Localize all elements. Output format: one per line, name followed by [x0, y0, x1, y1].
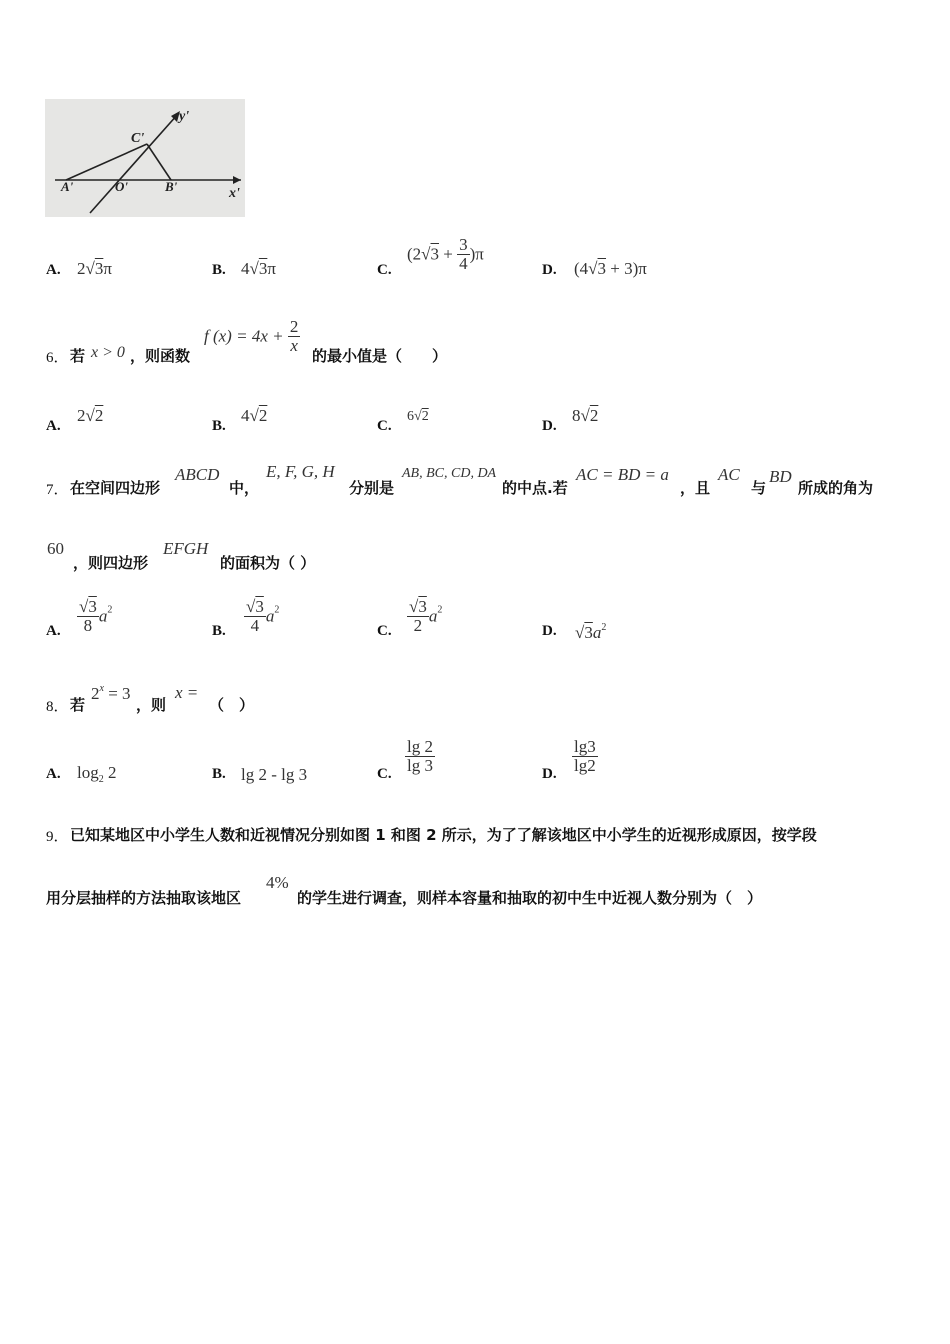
- q6-text-2: ，则函数: [130, 347, 191, 365]
- q7-quad-abcd: ABCD: [175, 465, 220, 484]
- q7-option-d[interactable]: $√3a^2$: [575, 622, 607, 642]
- q7-quad-efgh: EFGH: [163, 539, 209, 558]
- q8-option-d-label[interactable]: D.: [542, 766, 557, 782]
- q7-number: 7．: [46, 482, 69, 498]
- q6-option-a[interactable]: 2√2: [77, 406, 104, 425]
- q8-number: 8．: [46, 699, 69, 715]
- q7-points-efgh: E, F, G, H: [266, 462, 335, 481]
- q9-line-1: 已知某地区中小学生人数和近视情况分别如图 1 和图 2 所示，为了了解该地区中小学生的近视形成原因，按学段: [70, 826, 817, 844]
- q7-option-d-label[interactable]: D.: [542, 623, 557, 639]
- q7-condition: AC = BD = a: [576, 465, 669, 484]
- q5-option-d-label[interactable]: D.: [542, 262, 557, 278]
- q7-text-1: 在空间四边形: [70, 479, 161, 497]
- q8-x-equals: x =: [175, 683, 199, 702]
- q5-option-a-label[interactable]: A.: [46, 262, 61, 278]
- q6-function: f (x) = 4x + $\frac{2}{x}$: [204, 317, 299, 355]
- q5-option-b[interactable]: 4√3π: [241, 259, 276, 278]
- q9-text-1: 用分层抽样的方法抽取该地区: [46, 889, 242, 907]
- q7-bd: BD: [769, 467, 792, 486]
- q8-option-c-label[interactable]: C.: [377, 766, 392, 782]
- q8-option-c[interactable]: $\frac{\lg 2}{\lg 3}$: [407, 737, 433, 775]
- q5-option-d[interactable]: (4√3 + 3)π: [574, 259, 647, 278]
- q6-option-a-label[interactable]: A.: [46, 418, 61, 434]
- q8-option-b[interactable]: lg 2 - lg 3: [241, 765, 308, 784]
- q6-option-b[interactable]: 4√2: [241, 406, 268, 425]
- q9-percent: 4%: [266, 873, 289, 892]
- q6-text-1: 若: [70, 347, 86, 365]
- q7-option-c-label[interactable]: C.: [377, 623, 392, 639]
- q7-text-8: ，则四边形: [73, 554, 149, 572]
- q8-text-2: ，则: [136, 696, 167, 714]
- q7-text-7: 所成的角为: [798, 479, 874, 497]
- q6-option-c[interactable]: 6√2: [407, 409, 429, 424]
- q5-option-b-label[interactable]: B.: [212, 262, 226, 278]
- q7-text-5: ，且: [680, 479, 711, 497]
- q7-text-6: 与: [751, 479, 767, 497]
- oblique-projection-figure: [45, 99, 245, 217]
- q7-option-b[interactable]: $\frac{√3}{4}$ $a^2$: [246, 597, 280, 635]
- q8-text-3: （ ）: [209, 696, 255, 714]
- q7-option-a[interactable]: $\frac{√3}{8}$ $a^2$: [79, 597, 113, 635]
- label-c: C': [131, 131, 145, 146]
- q6-option-c-label[interactable]: C.: [377, 418, 392, 434]
- axes-diagram: [45, 99, 245, 217]
- q7-option-c[interactable]: $\frac{√3}{2}$ $a^2$: [409, 597, 443, 635]
- q7-angle: 60: [47, 539, 64, 558]
- q7-option-b-label[interactable]: B.: [212, 623, 226, 639]
- q8-option-b-label[interactable]: B.: [212, 766, 226, 782]
- q6-option-d-label[interactable]: D.: [542, 418, 557, 434]
- segment-cb: [147, 144, 171, 180]
- label-o: O': [115, 179, 128, 194]
- q6-option-d[interactable]: 8√2: [572, 406, 599, 425]
- q7-edges: AB, BC, CD, DA: [402, 466, 497, 481]
- q5-option-a[interactable]: 2√3π: [77, 259, 112, 278]
- label-y: y': [179, 109, 190, 124]
- q6-text-3: 的最小值是（ ）: [312, 347, 448, 365]
- q8-option-d[interactable]: $\frac{\lg 3}{\lg 2}$: [574, 737, 596, 775]
- q9-text-2: 的学生进行调查，则样本容量和抽取的初中生中近视人数分别为（ ）: [297, 889, 763, 907]
- q7-text-2: 中，: [229, 479, 260, 497]
- label-b: B': [165, 179, 178, 194]
- q7-option-a-label[interactable]: A.: [46, 623, 61, 639]
- q7-text-4: 的中点.若: [502, 479, 568, 497]
- x-axis-arrow: [233, 176, 241, 184]
- q7-text-3: 分别是: [349, 479, 395, 497]
- label-x: x': [229, 186, 240, 201]
- q8-option-a-label[interactable]: A.: [46, 766, 61, 782]
- q8-equation: $2^x = 3$: [91, 683, 131, 703]
- q6-number: 6．: [46, 350, 69, 366]
- q6-condition: x > 0: [91, 344, 125, 361]
- q8-option-a[interactable]: $\log_2 2$: [77, 763, 117, 785]
- q5-option-c[interactable]: (2√3 + $\frac{3}{4}$ )π: [407, 235, 484, 273]
- q9-number: 9．: [46, 829, 69, 845]
- q7-ac: AC: [718, 465, 740, 484]
- q6-option-b-label[interactable]: B.: [212, 418, 226, 434]
- label-a: A': [61, 179, 74, 194]
- q5-option-c-label[interactable]: C.: [377, 262, 392, 278]
- q8-text-1: 若: [70, 696, 86, 714]
- q7-text-9: 的面积为（ ）: [220, 554, 316, 572]
